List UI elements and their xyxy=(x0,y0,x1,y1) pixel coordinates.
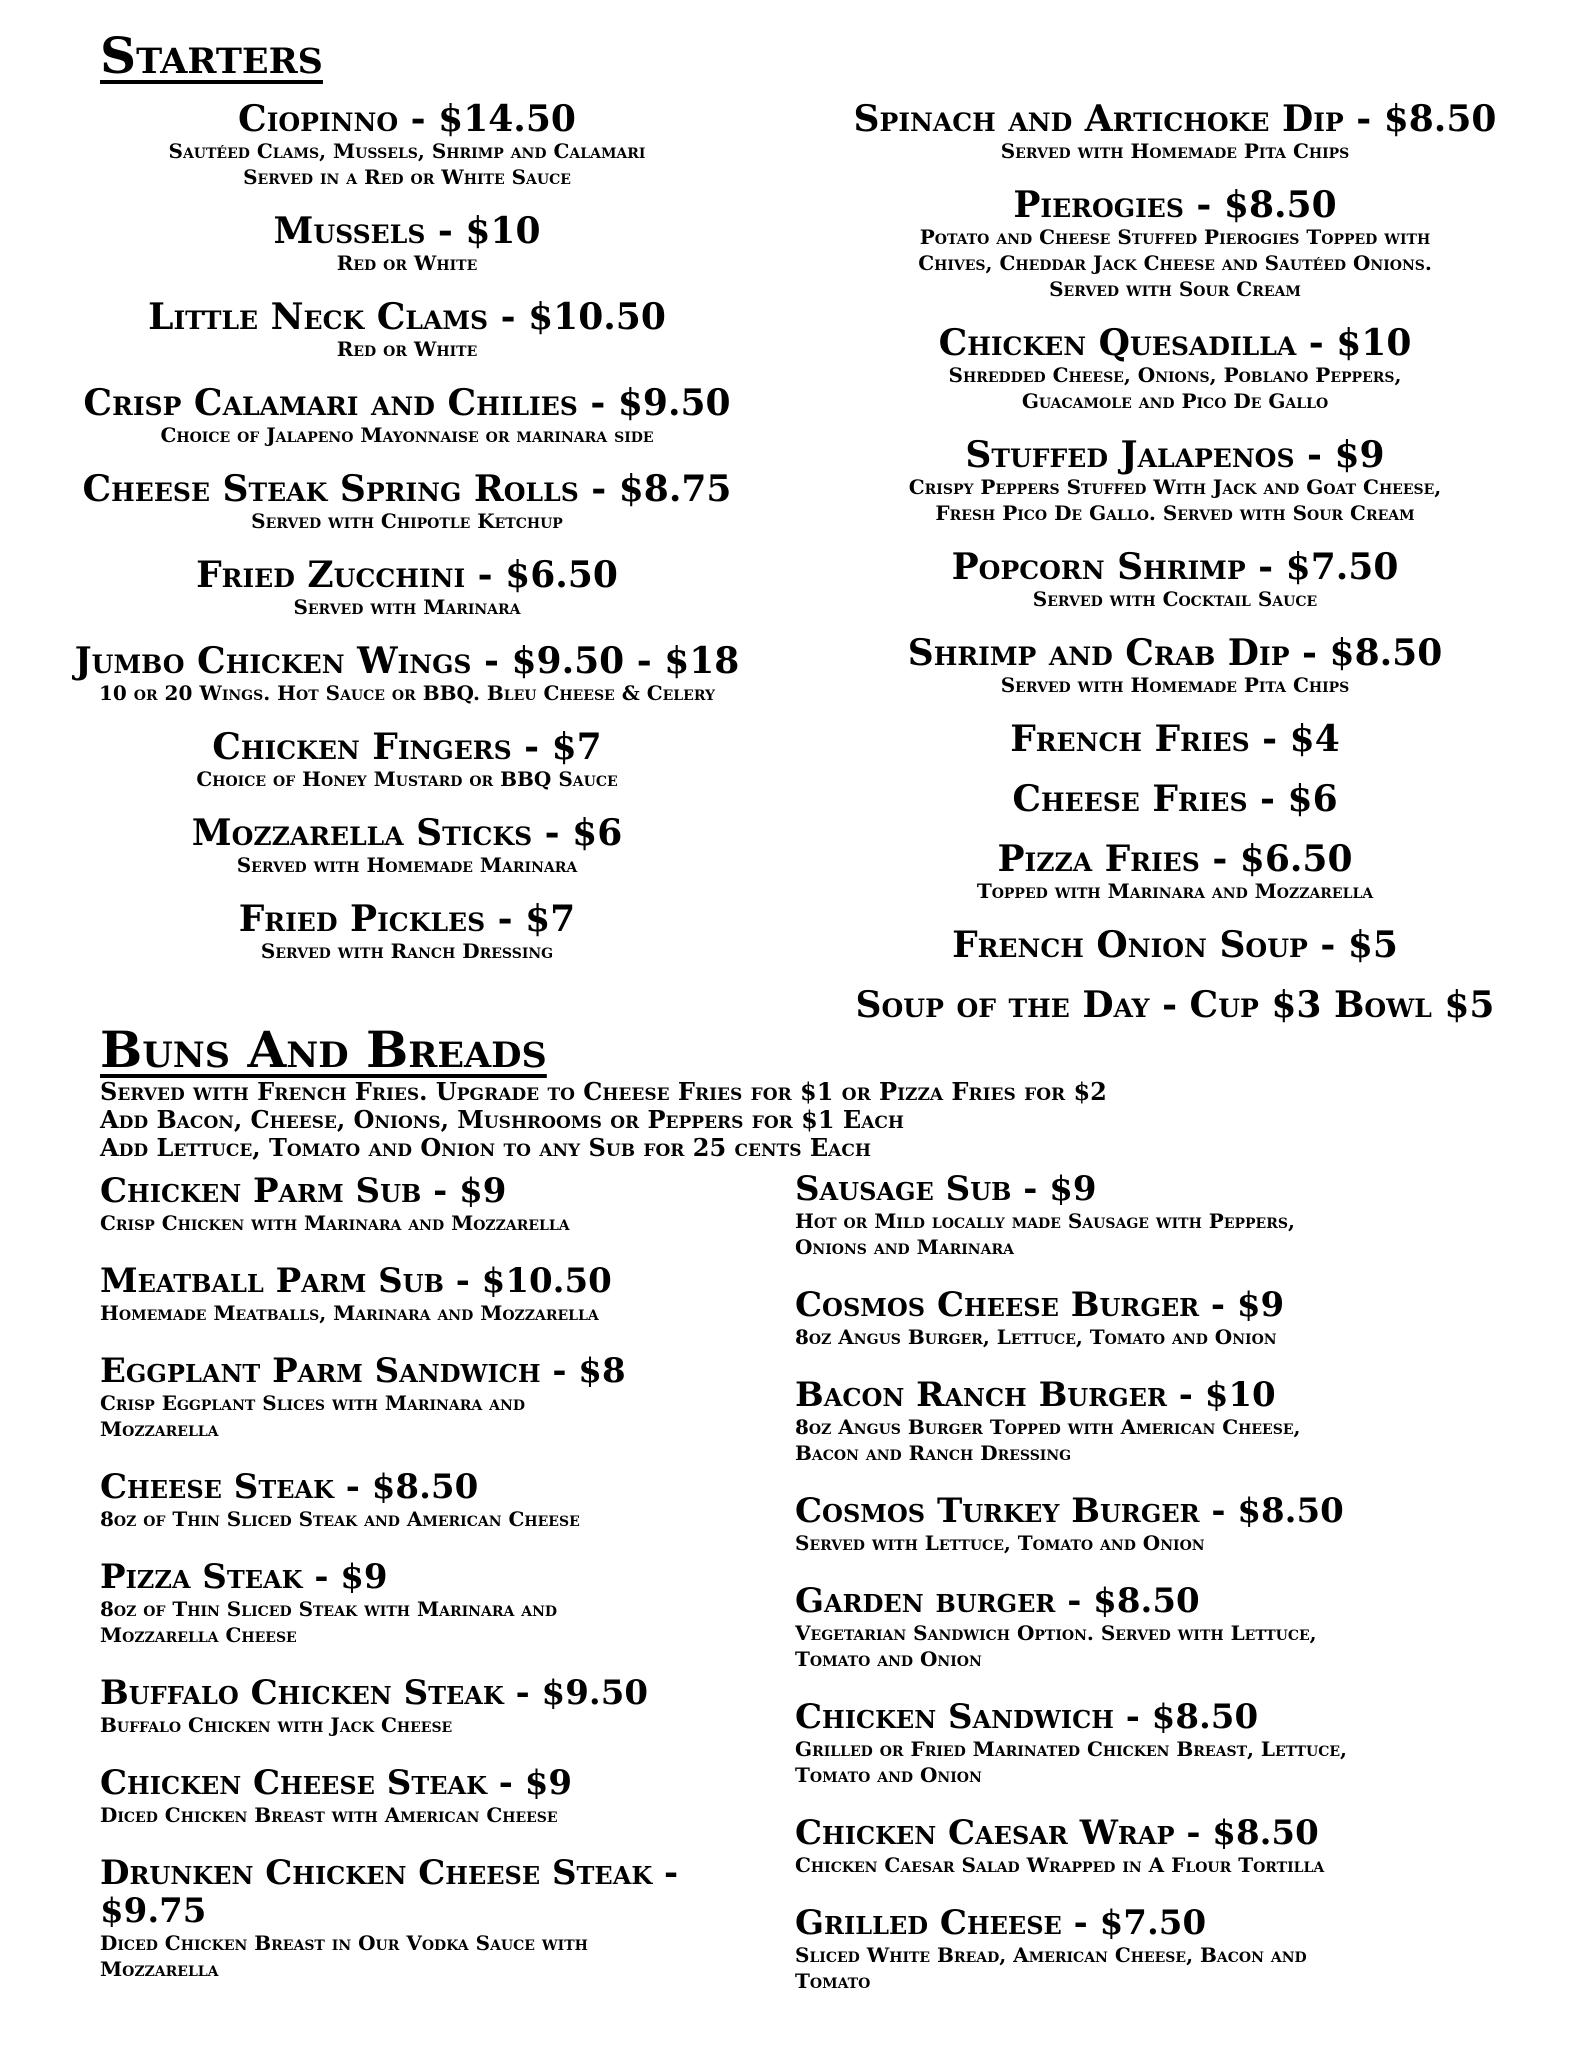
menu-item xyxy=(22,470,792,534)
menu-item xyxy=(100,1558,790,1648)
menu-item-description: Mozzarella Cheese xyxy=(100,1623,297,1647)
menu-item xyxy=(795,1582,1555,1672)
menu-item-name: Stuffed Jalapenos - $9 xyxy=(965,434,1385,476)
intro-line: Served with French Fries. Upgrade to Cheese Fries for $1 or Pizza Fries for $2 xyxy=(100,1077,1107,1106)
menu-item-name: Chicken Quesadilla - $10 xyxy=(938,322,1412,364)
menu-item-name: Crisp Calamari and Chilies - $9.50 xyxy=(83,382,731,424)
menu-item xyxy=(22,298,792,362)
menu-item-description: Bacon and Ranch Dressing xyxy=(795,1441,1072,1465)
menu-item xyxy=(100,1468,790,1532)
menu-item-description: Served with Chipotle Ketchup xyxy=(251,509,563,533)
menu-item-description: Hot or Mild locally made Sausage with Peppers, xyxy=(795,1209,1295,1233)
menu-item-description: Red or White xyxy=(336,251,478,275)
menu-item-description: Diced Chicken Breast in Our Vodka Sauce with xyxy=(100,1931,588,1955)
menu-item-name: Little Neck Clams - $10.50 xyxy=(148,296,666,338)
menu-item-name: Fried Zucchini - $6.50 xyxy=(196,554,618,596)
menu-item-description: Tomato and Onion xyxy=(795,1647,982,1671)
menu-item-description: Chicken Caesar Salad Wrapped in A Flour Tortilla xyxy=(795,1853,1325,1877)
menu-item-name: Pierogies - $8.50 xyxy=(1013,184,1337,226)
menu-item-description: Chives, Cheddar Jack Cheese and Sautéed Onions. xyxy=(918,251,1432,275)
menu-item-name: Pizza Fries - $6.50 xyxy=(997,838,1353,880)
menu-item-name: Spinach and Artichoke Dip - $8.50 xyxy=(853,98,1497,140)
menu-item-description: Tomato and Onion xyxy=(795,1763,982,1787)
menu-item xyxy=(790,436,1560,526)
menu-item-description: Crispy Peppers Stuffed With Jack and Goat Cheese, xyxy=(908,475,1442,499)
menu-item-description: Onions and Marinara xyxy=(795,1235,1014,1259)
menu-item-name: Jumbo Chicken Wings - $9.50 - $18 xyxy=(74,640,740,682)
menu-item-name: Cosmos Turkey Burger - $8.50 xyxy=(795,1491,1344,1531)
buns-right-column xyxy=(795,1170,1555,1994)
menu-item-name: Chicken Caesar Wrap - $8.50 xyxy=(795,1813,1319,1853)
menu-item-name: Popcorn Shrimp - $7.50 xyxy=(951,546,1399,588)
menu-item xyxy=(22,900,792,964)
starters-right-column xyxy=(790,100,1560,1024)
menu-item xyxy=(100,1352,790,1442)
menu-item-description: Crisp Chicken with Marinara and Mozzarella xyxy=(100,1211,570,1235)
menu-item-name: Cheese Fries - $6 xyxy=(1012,778,1338,820)
menu-item-name: Soup of the Day - Cup $3 Bowl $5 xyxy=(855,984,1495,1026)
menu-item-name: Cosmos Cheese Burger - $9 xyxy=(795,1285,1285,1325)
menu-item-name: Mozzarella Sticks - $6 xyxy=(191,812,623,854)
menu-item-description: Served in a Red or White Sauce xyxy=(243,165,571,189)
menu-item-name: Cheese Steak - $8.50 xyxy=(100,1467,479,1507)
menu-item-name: Sausage Sub - $9 xyxy=(795,1169,1097,1209)
menu-item xyxy=(790,634,1560,698)
menu-item-description: Topped with Marinara and Mozzarella xyxy=(976,879,1374,903)
menu-item xyxy=(795,1698,1555,1788)
menu-item xyxy=(22,642,792,706)
buns-left-column xyxy=(100,1172,790,1982)
menu-item-name: Eggplant Parm Sandwich - $8 xyxy=(100,1351,626,1391)
menu-item-description: Served with Cocktail Sauce xyxy=(1032,587,1318,611)
menu-item-name: Pizza Steak - $9 xyxy=(100,1557,388,1597)
menu-item-name: Cheese Steak Spring Rolls - $8.75 xyxy=(82,468,732,510)
menu-item-name: Grilled Cheese - $7.50 xyxy=(795,1903,1207,1943)
menu-item-name: Bacon Ranch Burger - $10 xyxy=(795,1375,1276,1415)
menu-item-description: Tomato xyxy=(795,1969,871,1993)
menu-item xyxy=(795,1814,1555,1878)
menu-item xyxy=(22,100,792,190)
menu-item-description: Sautéed Clams, Mussels, Shrimp and Calamari xyxy=(168,139,646,163)
menu-item xyxy=(100,1854,790,1982)
menu-item-name: Chicken Sandwich - $8.50 xyxy=(795,1697,1259,1737)
menu-item xyxy=(790,840,1560,904)
menu-item xyxy=(790,324,1560,414)
menu-item-description: 8oz Angus Burger Topped with American Cheese, xyxy=(795,1415,1301,1439)
buns-heading: Buns And Breads xyxy=(100,1020,547,1079)
menu-item-description: Mozzarella xyxy=(100,1957,219,1981)
menu-item-description: Grilled or Fried Marinated Chicken Breast, Lettuce, xyxy=(795,1737,1347,1761)
menu-item xyxy=(795,1286,1555,1350)
menu-item-description: Choice of Jalapeno Mayonnaise or marinara side xyxy=(160,423,654,447)
menu-item-description: Choice of Honey Mustard or BBQ Sauce xyxy=(196,767,618,791)
menu-item xyxy=(795,1376,1555,1466)
menu-item-name: Mussels - $10 xyxy=(273,210,541,252)
menu-item xyxy=(22,212,792,276)
menu-item-name: Drunken Chicken Cheese Steak - $9.75 xyxy=(100,1853,679,1931)
menu-item-description: Served with Ranch Dressing xyxy=(260,939,554,963)
menu-item-description: Served with Sour Cream xyxy=(1049,277,1301,301)
menu-item-name: Ciopinno - $14.50 xyxy=(238,98,576,140)
menu-item xyxy=(790,548,1560,612)
menu-item xyxy=(22,556,792,620)
menu-item xyxy=(100,1764,790,1828)
menu-item xyxy=(790,780,1560,818)
menu-item xyxy=(795,1170,1555,1260)
menu-item xyxy=(795,1904,1555,1994)
menu-item xyxy=(22,814,792,878)
menu-item-description: Crisp Eggplant Slices with Marinara and xyxy=(100,1391,525,1415)
menu-item-description: Mozzarella xyxy=(100,1417,219,1441)
menu-item-name: Chicken Fingers - $7 xyxy=(212,726,602,768)
menu-item-name: Garden burger - $8.50 xyxy=(795,1581,1200,1621)
menu-item-description: 10 or 20 Wings. Hot Sauce or BBQ. Bleu Cheese & Celery xyxy=(98,681,716,705)
menu-item-name: Buffalo Chicken Steak - $9.50 xyxy=(100,1673,649,1713)
menu-item-description: Shredded Cheese, Onions, Poblano Peppers, xyxy=(948,363,1402,387)
menu-item-name: Fried Pickles - $7 xyxy=(238,898,576,940)
menu-item-description: Served with Marinara xyxy=(293,595,521,619)
menu-item-name: Shrimp and Crab Dip - $8.50 xyxy=(907,632,1443,674)
menu-item xyxy=(790,720,1560,758)
menu-item xyxy=(22,384,792,448)
menu-item xyxy=(100,1674,790,1738)
menu-item-description: 8oz Angus Burger, Lettuce, Tomato and Onion xyxy=(795,1325,1277,1349)
menu-item-description: Served with Homemade Marinara xyxy=(236,853,578,877)
menu-item-description: Homemade Meatballs, Marinara and Mozzarella xyxy=(100,1301,599,1325)
menu-item xyxy=(790,986,1560,1024)
menu-item xyxy=(790,100,1560,164)
menu-item-description: Fresh Pico De Gallo. Served with Sour Cream xyxy=(935,501,1415,525)
menu-item xyxy=(795,1492,1555,1556)
menu-item-name: Chicken Cheese Steak - $9 xyxy=(100,1763,573,1803)
menu-item-description: 8oz of Thin Sliced Steak with Marinara and xyxy=(100,1597,558,1621)
menu-item-description: Sliced White Bread, American Cheese, Bacon and xyxy=(795,1943,1307,1967)
menu-item xyxy=(100,1262,790,1326)
menu-item-name: French Onion Soup - $5 xyxy=(952,924,1398,966)
intro-line: Add Lettuce, Tomato and Onion to any Sub for 25 cents Each xyxy=(100,1133,871,1162)
menu-item-description: Potato and Cheese Stuffed Pierogies Topped with xyxy=(919,225,1431,249)
menu-item-name: French Fries - $4 xyxy=(1010,718,1340,760)
menu-item xyxy=(790,926,1560,964)
menu-item-description: Served with Homemade Pita Chips xyxy=(1000,673,1350,697)
menu-item-description: Vegetarian Sandwich Option. Served with Lettuce, xyxy=(795,1621,1317,1645)
buns-intro xyxy=(100,1078,1540,1162)
menu-item xyxy=(22,728,792,792)
menu-item-description: Red or White xyxy=(336,337,478,361)
menu-item-description: 8oz of Thin Sliced Steak and American Cheese xyxy=(100,1507,580,1531)
menu-item xyxy=(100,1172,790,1236)
menu-item-description: Served with Homemade Pita Chips xyxy=(1000,139,1350,163)
menu-item xyxy=(790,186,1560,302)
intro-line: Add Bacon, Cheese, Onions, Mushrooms or Peppers for $1 Each xyxy=(100,1105,904,1134)
menu-item-description: Buffalo Chicken with Jack Cheese xyxy=(100,1713,453,1737)
menu-item-description: Guacamole and Pico De Gallo xyxy=(1021,389,1329,413)
starters-heading: Starters xyxy=(100,26,323,85)
menu-item-description: Diced Chicken Breast with American Cheese xyxy=(100,1803,558,1827)
starters-left-column xyxy=(22,100,792,964)
menu-item-name: Chicken Parm Sub - $9 xyxy=(100,1171,507,1211)
menu-item-name: Meatball Parm Sub - $10.50 xyxy=(100,1261,612,1301)
menu-item-description: Served with Lettuce, Tomato and Onion xyxy=(795,1531,1205,1555)
